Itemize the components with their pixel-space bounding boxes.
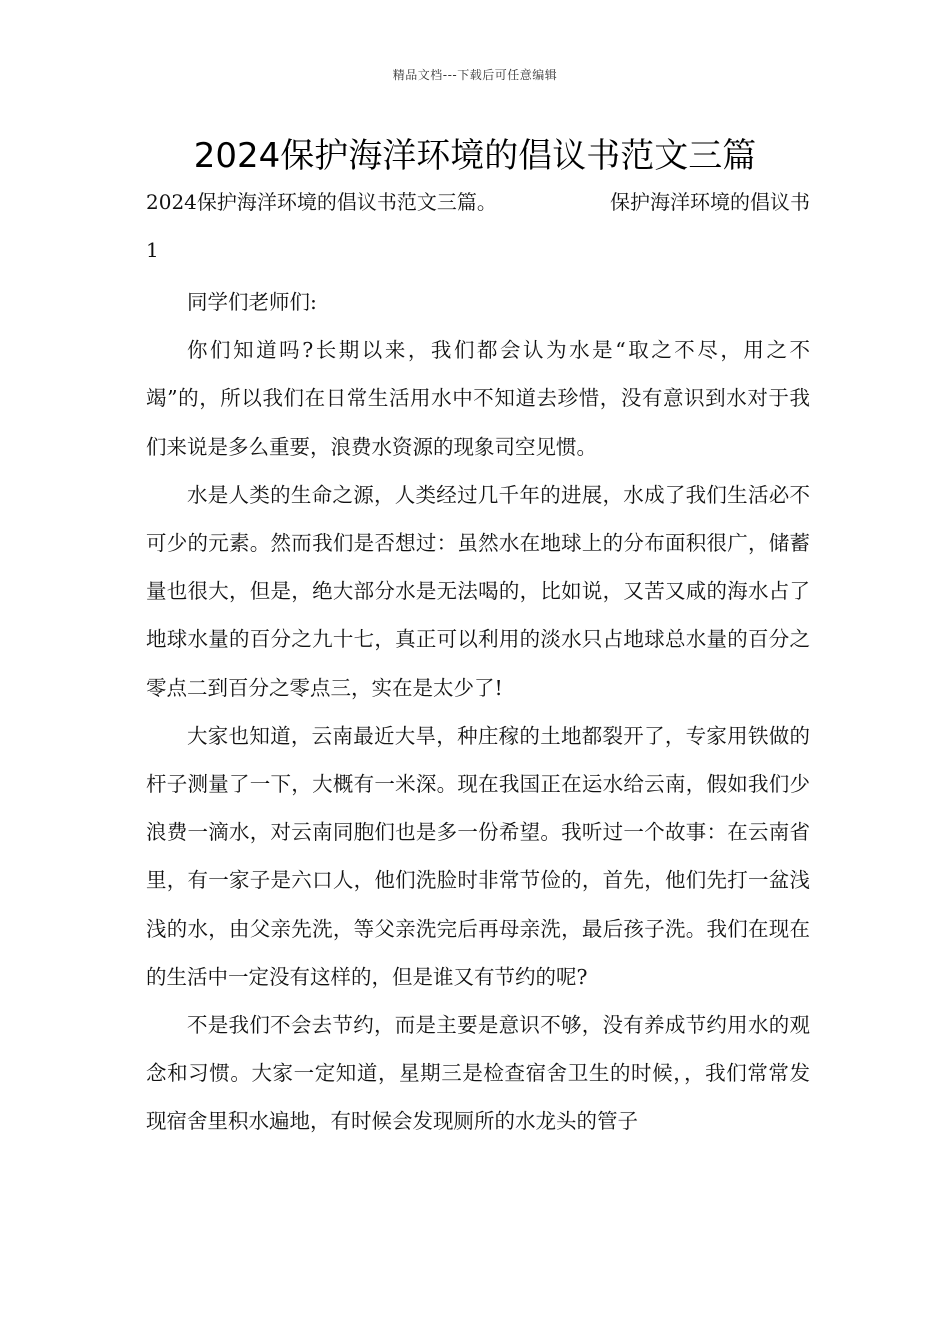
paragraph: 你们知道吗?长期以来，我们都会认为水是“取之不尽，用之不竭”的，所以我们在日常生活用水中不知道去珍惜，没有意识到水对于我们来说是多么重要，浪费水资源的现象司空见惯。 [146, 338, 810, 459]
intro-left-text: 2024保护海洋环境的倡议书范文三篇。 [146, 190, 497, 214]
paragraph-greeting: 同学们老师们: [187, 290, 317, 314]
paragraph: 水是人类的生命之源，人类经过几千年的进展，水成了我们生活必不可少的元素。然而我们是否想过：虽然水在地球上的分布面积很广，储蓄量也很大，但是，绝大部分水是无法喝的，比如说，又苦又咸的海水占了地球水量的百分之九十七，真正可以利用的淡水只占地球总水量的百分之零点二到百分之零点三，实在是太少了! [146, 482, 810, 700]
intro-line [146, 178, 810, 226]
paragraph: 大家也知道，云南最近大旱，种庄稼的土地都裂开了，专家用铁做的杆子测量了一下，大概有一米深。现在我国正在运水给云南，假如我们少浪费一滴水，对云南同胞们也是多一份希望。我听过一个故事：在云南省里，有一家子是六口人，他们洗脸时非常节俭的，首先，他们先打一盆浅浅的水，由父亲先洗，等父亲洗完后再母亲洗，最后孩子洗。我们在现在的生活中一定没有这样的，但是谁又有节约的呢? [146, 723, 810, 989]
header-note: 精品文档---下载后可任意编辑 [392, 68, 558, 82]
document-body [146, 178, 810, 1146]
intro-right-text: 保护海洋环境的倡议书 [610, 190, 810, 214]
intro-number: 1 [146, 238, 159, 262]
document-title: 2024保护海洋环境的倡议书范文三篇 [193, 136, 757, 176]
paragraph: 不是我们不会去节约，而是主要是意识不够，没有养成节约用水的观念和习惯。大家一定知道，星期三是检查宿舍卫生的时候，，我们常常发现宿舍里积水遍地，有时候会发现厕所的水龙头的管子 [146, 1013, 810, 1134]
